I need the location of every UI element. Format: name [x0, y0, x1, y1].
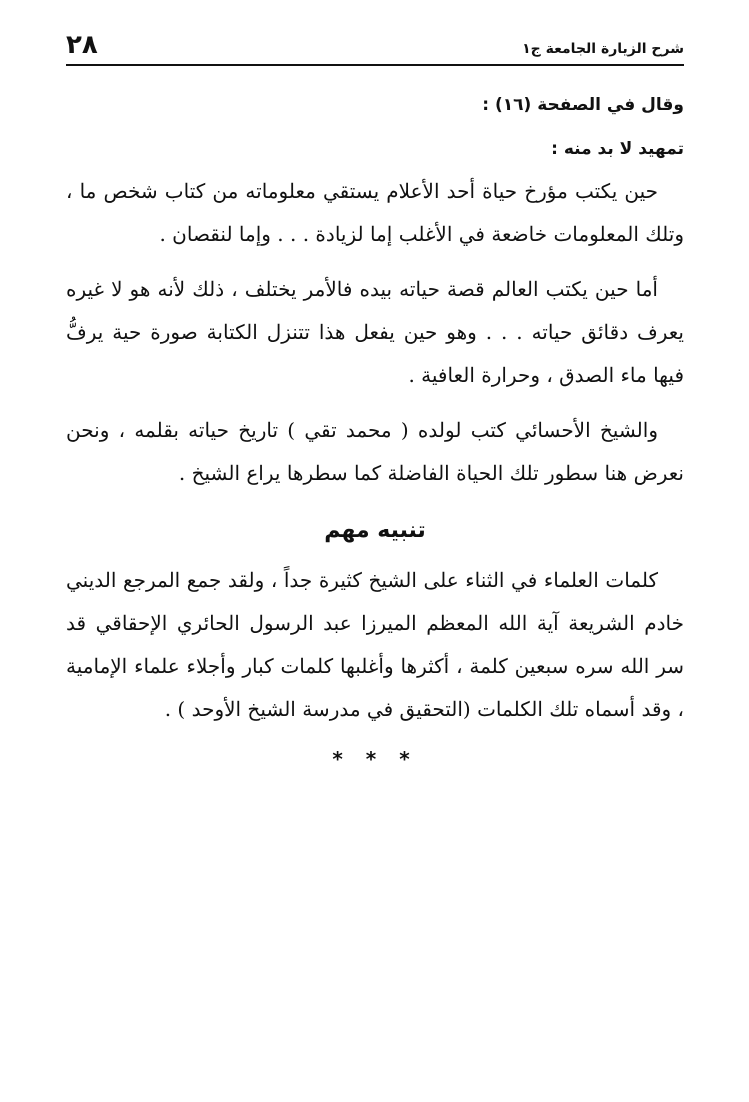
running-title: شرح الزيارة الجامعة ج١ — [522, 41, 684, 57]
section-separator: * * * — [332, 747, 418, 771]
page-header — [66, 28, 684, 66]
paragraph-1: حين يكتب مؤرخ حياة أحد الأعلام يستقي معلوماته من كتاب شخص ما ، وتلك المعلومات خاضعة في الأغلب إما لزيادة . . . وإما لنقصان . — [66, 179, 684, 246]
paragraph-3: والشيخ الأحسائي كتب لولده ( محمد تقي ) تاريخ حياته بقلمه ، ونحن نعرض هنا سطور تلك الحياة الفاضلة كما سطرها يراع الشيخ . — [66, 418, 684, 485]
section-title: تنبيه مهم — [324, 518, 426, 543]
intro-heading: وقال في الصفحة (١٦) : — [482, 95, 684, 115]
paragraph-2: أما حين يكتب العالم قصة حياته بيده فالأمر يختلف ، ذلك لأنه هو لا غيره يعرف دقائق حياته . . . وهو حين يفعل هذا تتنزل الكتابة صورة حية يرفُّ فيها ماء الصدق ، وحرارة العافية . — [66, 277, 684, 387]
note-paragraph: كلمات العلماء في الثناء على الشيخ كثيرة جداً ، ولقد جمع المرجع الديني خادم الشريعة آية الله المعظم الميرزا عبد الرسول الحائري الإحقاقي قد سر الله سره سبعين كلمة ، أكثرها وأغلبها كلمات كبار وأجلاء علماء الإمامية ، وقد أسماه تلك الكلمات (التحقيق في مدرسة الشيخ الأوحد ) . — [66, 568, 684, 721]
page-number: ٢٨ — [66, 30, 98, 60]
page-content — [66, 92, 684, 771]
sub-heading: تمهيد لا بد منه : — [551, 139, 684, 159]
